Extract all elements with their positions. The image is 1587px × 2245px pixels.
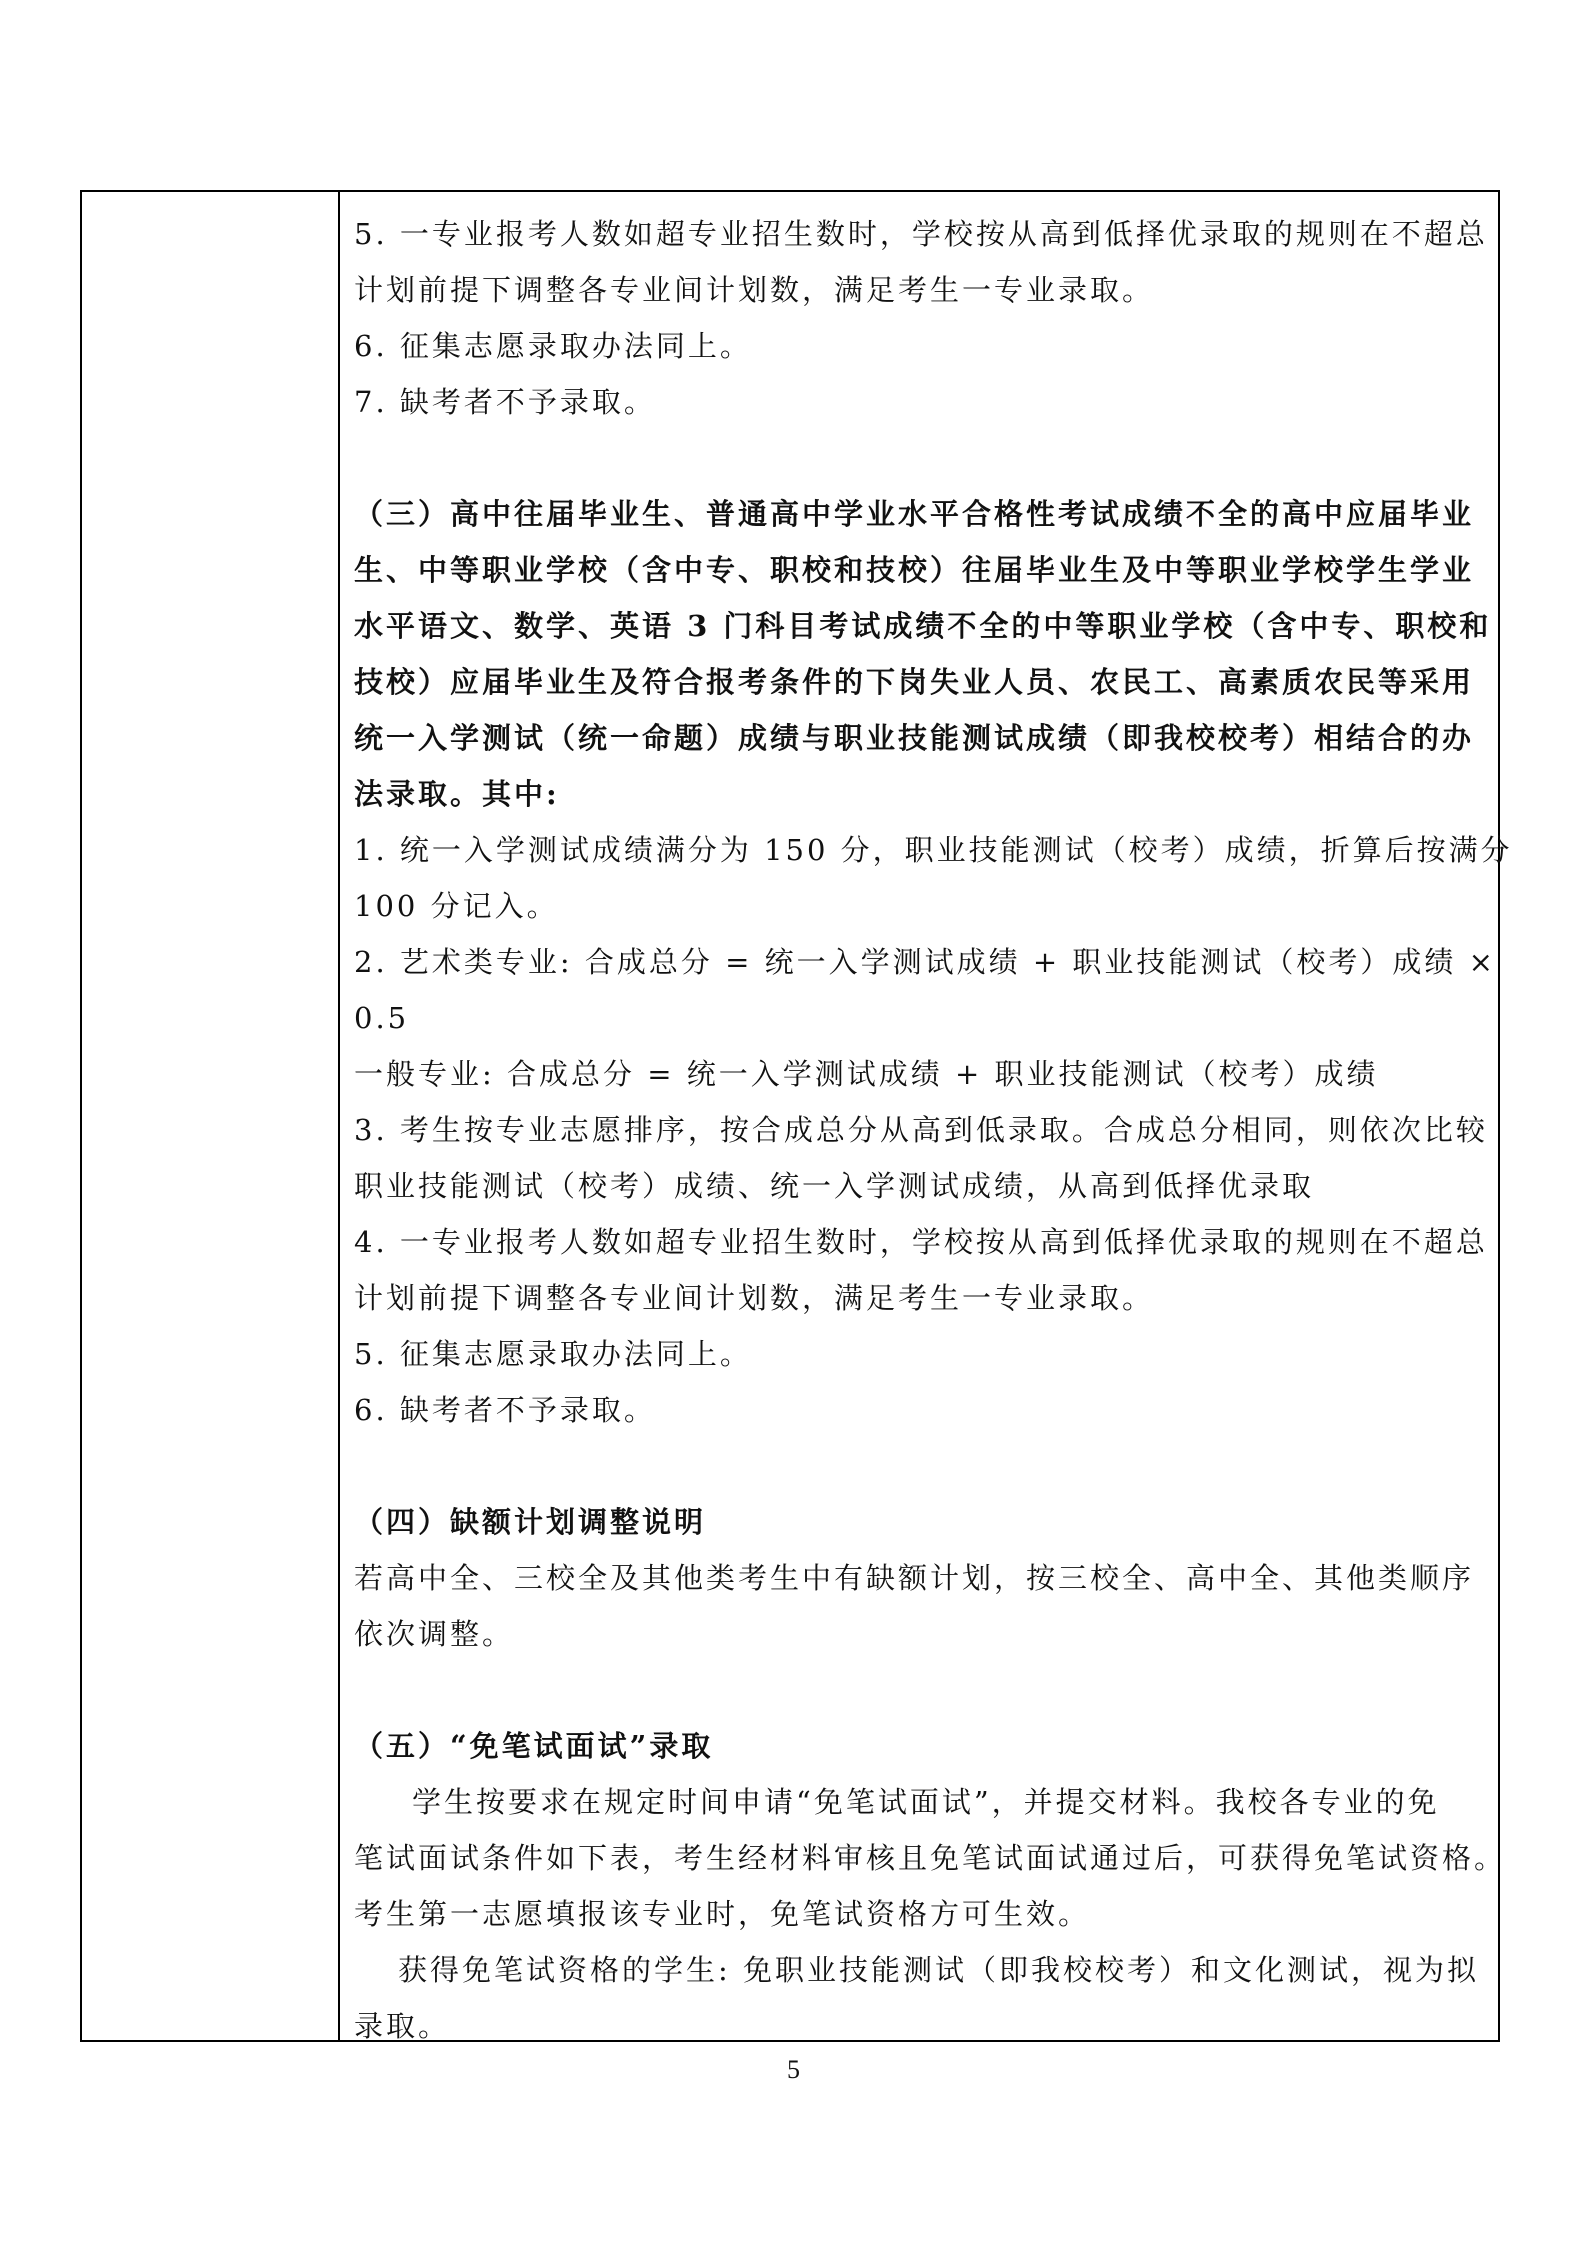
section-four-heading: （四）缺额计划调整说明 [354,1505,707,1539]
document-table [80,190,1513,2043]
table-left-column [82,192,340,2040]
text-line: 笔试面试条件如下表，考生经材料审核且免笔试面试通过后，可获得免笔试资格。 [354,1841,1507,1875]
section-three-heading: （三）高中往届毕业生、普通高中学业水平合格性考试成绩不全的高中应届毕业 [354,497,1475,531]
text-line: 一般专业: 合成总分 = 统一入学测试成绩 + 职业技能测试（校考）成绩 [354,1057,1379,1091]
text-line: 5. 征集志愿录取办法同上。 [354,1337,752,1371]
text-line: 计划前提下调整各专业间计划数，满足考生一专业录取。 [354,1281,1155,1315]
text-line: 学生按要求在规定时间申请“免笔试面试”，并提交材料。我校各专业的免 [412,1785,1440,1819]
text-line: 3. 考生按专业志愿排序，按合成总分从高到低录取。合成总分相同，则依次比较 [354,1113,1488,1147]
text-line: 4. 一专业报考人数如超专业招生数时，学校按从高到低择优录取的规则在不超总 [354,1225,1488,1259]
section-three-heading: 生、中等职业学校（含中专、职校和技校）往届毕业生及中等职业学校学生学业 [354,553,1475,587]
section-five-heading: （五）“免笔试面试”录取 [354,1729,714,1763]
section-three-heading: 统一入学测试（统一命题）成绩与职业技能测试成绩（即我校校考）相结合的办 [354,721,1475,755]
text-line: 若高中全、三校全及其他类考生中有缺额计划，按三校全、高中全、其他类顺序 [354,1561,1475,1595]
text-line: 100 分记入。 [354,889,559,923]
page-number: 5 [787,2055,800,2084]
text-line: 0.5 [354,1001,410,1035]
text-line: 5. 一专业报考人数如超专业招生数时，学校按从高到低择优录取的规则在不超总 [354,217,1488,251]
text-line: 依次调整。 [354,1617,515,1651]
text-line: 1. 统一入学测试成绩满分为 150 分，职业技能测试（校考）成绩，折算后按满分 [354,833,1513,867]
text-line: 职业技能测试（校考）成绩、统一入学测试成绩，从高到低择优录取 [354,1169,1315,1203]
section-three-heading: 技校）应届毕业生及符合报考条件的下岗失业人员、农民工、高素质农民等采用 [354,665,1475,699]
text-line: 计划前提下调整各专业间计划数，满足考生一专业录取。 [354,273,1155,307]
text-line: 6. 征集志愿录取办法同上。 [354,329,752,363]
text-line: 7. 缺考者不予录取。 [354,385,656,419]
section-three-heading: 水平语文、数学、英语 3 门科目考试成绩不全的中等职业学校（含中专、职校和 [354,609,1492,643]
text-line: 考生第一志愿填报该专业时，免笔试资格方可生效。 [354,1897,1091,1931]
text-line: 获得免笔试资格的学生: 免职业技能测试（即我校校考）和文化测试，视为拟 [398,1953,1479,1987]
text-line: 录取。 [354,2009,451,2043]
text-line: 2. 艺术类专业: 合成总分 = 统一入学测试成绩 + 职业技能测试（校考）成绩 × [354,945,1496,979]
text-line: 6. 缺考者不予录取。 [354,1393,656,1427]
table-content-cell [354,206,1513,2054]
section-three-heading: 法录取。其中: [354,777,560,811]
